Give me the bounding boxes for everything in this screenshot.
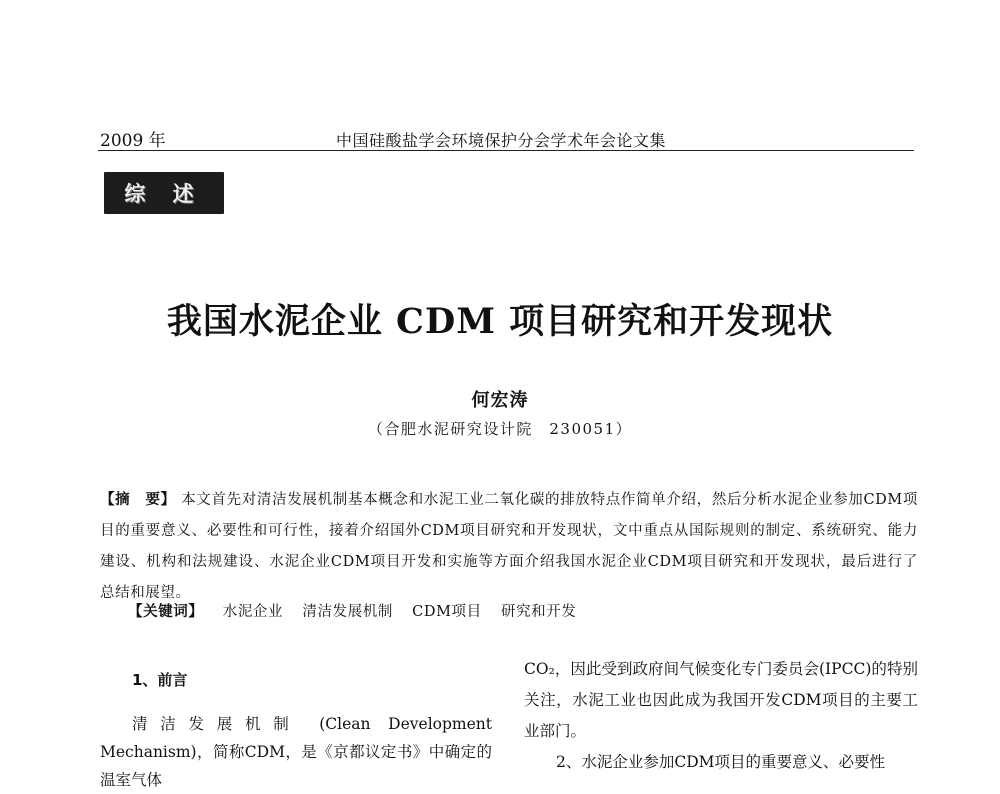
section-badge-label: 综 述 [124, 182, 204, 206]
abstract-text: 本文首先对清洁发展机制基本概念和水泥工业二氧化碳的排放特点作简单介绍，然后分析水泥企业参加CDM项目的重要意义、必要性和可行性，接着介绍国外CDM项目研究和开发现状，文中重点从国际规则的制定、系统研究、能力建设、机构和法规建设、水泥企业CDM项目开发和实施等方面介绍我国水泥企业CDM项目研究和开发现状，最后进行了总结和展望。 [100, 492, 919, 601]
abstract-label: 【摘 要】 [100, 491, 176, 508]
author-name: 何宏涛 [471, 390, 529, 411]
keyword-item: 研究和开发 [500, 604, 577, 620]
keyword-item: CDM项目 [412, 604, 482, 620]
header-divider [98, 150, 914, 151]
header-year: 2009 年 [100, 131, 166, 151]
body-paragraph-left: 清洁发展机制 (Clean Development Mechanism)，简称CDM，是《京都议定书》中确定的温室气体 [100, 715, 492, 789]
body-paragraph-right-next: 2、水泥企业参加CDM项目的重要意义、必要性 [556, 753, 886, 771]
section-heading-introduction: 1、前言 [132, 671, 188, 689]
author-affiliation: （合肥水泥研究设计院 230051） [367, 420, 633, 438]
header-journal-title: 中国硅酸盐学会环境保护分会学术年会论文集 [336, 131, 667, 150]
keyword-item: 水泥企业 [222, 604, 284, 620]
keywords [128, 600, 918, 621]
section-badge [104, 172, 224, 214]
abstract [100, 484, 918, 609]
keywords-label: 【关键词】 [128, 603, 204, 620]
paper-title: 我国水泥企业 CDM 项目研究和开发现状 [166, 301, 834, 342]
keyword-item: 清洁发展机制 [302, 604, 393, 620]
body-paragraph-right: CO₂，因此受到政府间气候变化专门委员会(IPCC)的特别关注，水泥工业也因此成为我国开发CDM项目的主要工业部门。 [524, 660, 918, 740]
